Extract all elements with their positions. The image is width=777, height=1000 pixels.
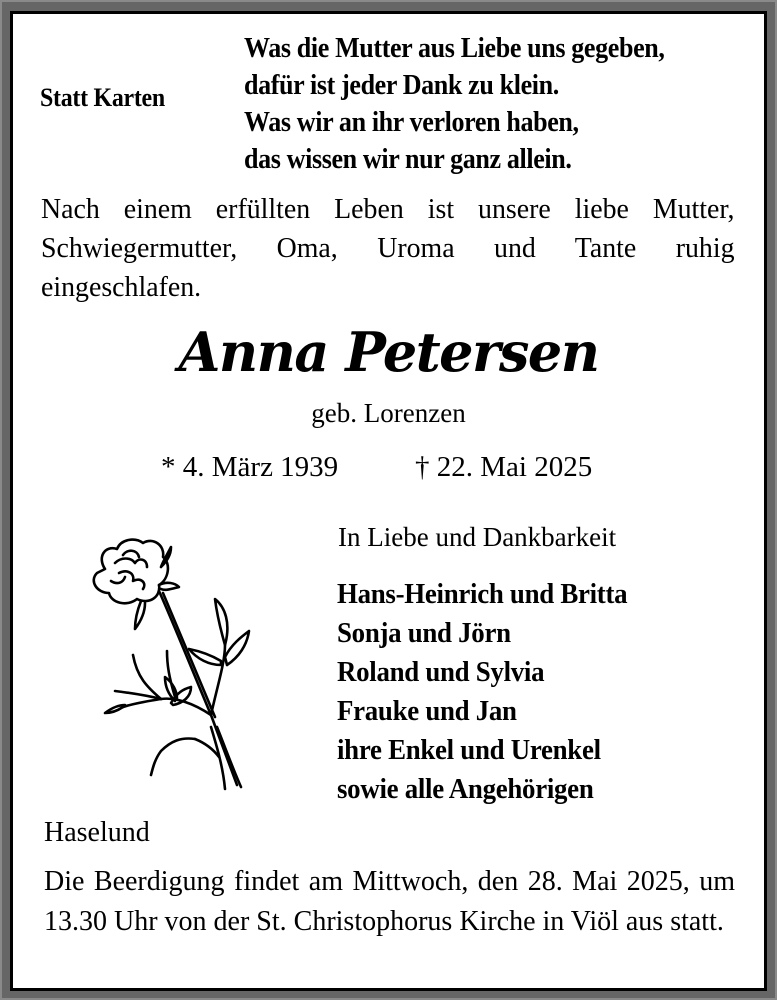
mourners-list [337,575,627,809]
funeral-info: Die Beerdigung findet am Mittwoch, den 28. Mai 2025, um 13.30 Uhr von der St. Christophorus Kirche in Viöl aus statt. [44,866,735,937]
notice-frame [2,2,775,998]
mourner-entry: sowie alle Angehörigen [337,774,594,805]
rose-icon [75,527,295,793]
poem-line: das wissen wir nur ganz allein. [244,144,572,175]
mourner-entry: Roland und Sylvia [337,657,545,688]
poem-line: dafür ist jeder Dank zu klein. [244,70,559,101]
mourner-entry: Sonja und Jörn [337,618,511,649]
mourner-entry: Frauke und Jan [337,696,517,727]
poem-line: Was die Mutter aus Liebe uns gegeben, [244,33,665,64]
mourners-intro: In Liebe und Dankbarkeit [338,522,617,552]
intro-text: Nach einem erfüllten Leben ist unsere liebe Mutter, Schwiegermutter, Oma, Uroma und Tante ruhig eingeschlafen. [41,194,735,303]
life-dates [161,451,593,484]
death-date: † 22. Mai 2025 [415,451,593,483]
place-name: Haselund [44,817,150,848]
maiden-name: geb. Lorenzen [311,398,466,428]
poem-line: Was wir an ihr verloren haben, [244,107,579,138]
mourner-entry: ihre Enkel und Urenkel [337,735,601,766]
statt-karten-label: Statt Karten [40,83,165,112]
mourner-entry: Hans-Heinrich und Britta [337,579,628,610]
deceased-name: Anna Petersen [178,320,599,384]
obituary-notice [10,11,767,991]
memorial-poem [244,30,665,178]
birth-date: * 4. März 1939 [161,451,339,483]
